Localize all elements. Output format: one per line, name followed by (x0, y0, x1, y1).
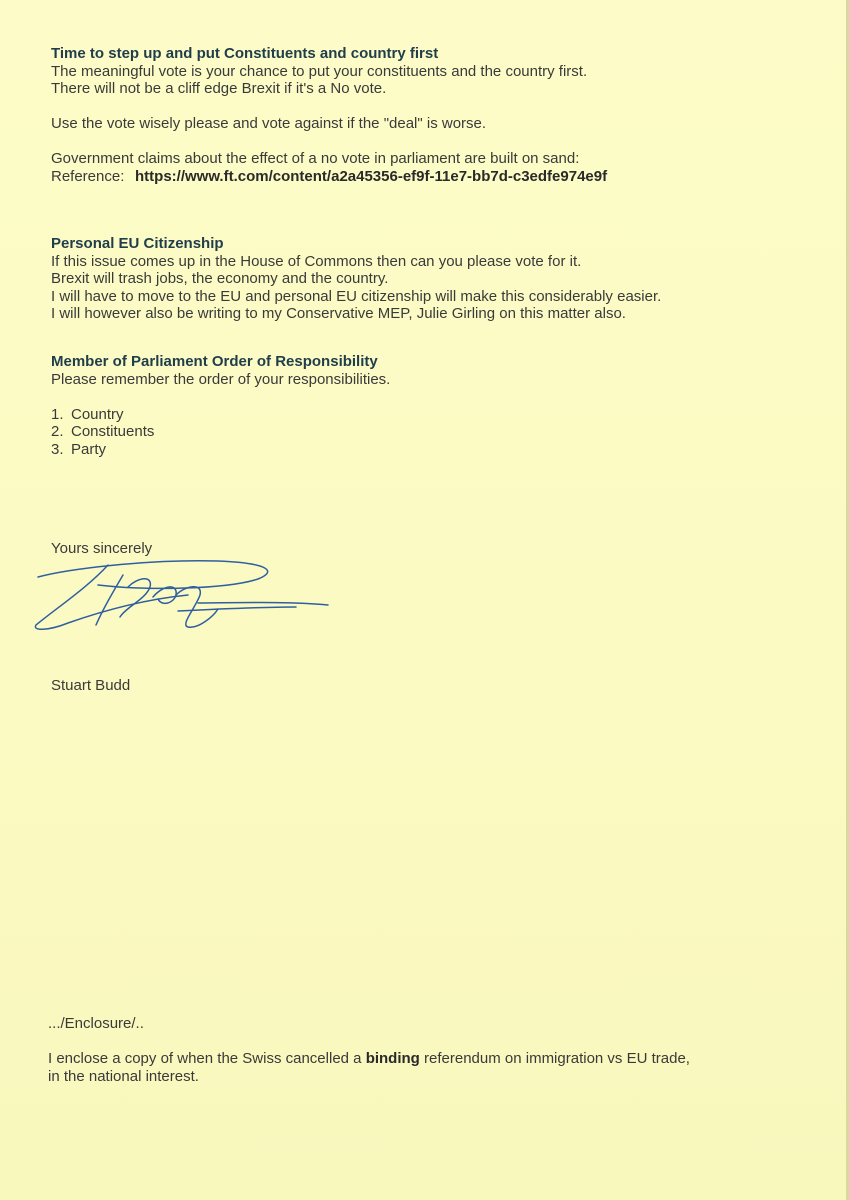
enclosure-line (48, 1050, 690, 1068)
paragraph-line: Brexit will trash jobs, the economy and the country. (51, 270, 389, 287)
section-heading: Personal EU Citizenship (51, 235, 224, 252)
list-number: 1. (51, 405, 64, 423)
enclosure-block (48, 1015, 690, 1085)
list-number: 3. (51, 440, 64, 458)
paragraph-line: Use the vote wisely please and vote against if the "deal" is worse. (51, 115, 487, 132)
section-step-up (51, 45, 607, 185)
enclosure-line: in the national interest. (48, 1067, 199, 1085)
list-label: Party (71, 440, 107, 458)
list-item (51, 423, 390, 441)
enclosure-marker: .../Enclosure/.. (48, 1015, 144, 1032)
list-label: Country (71, 405, 124, 423)
salutation: Yours sincerely (51, 540, 153, 557)
enclosure-text: I enclose a copy of when the Swiss cancelled a (48, 1050, 366, 1067)
list-number: 2. (51, 423, 64, 440)
paragraph-line: Please remember the order of your responsibilities. (51, 370, 391, 388)
paragraph-line: The meaningful vote is your chance to put your constituents and the country first. (51, 62, 588, 80)
section-heading: Time to step up and put Constituents and country first (51, 45, 439, 62)
paragraph-line: I will have to move to the EU and personal EU citizenship will make this considerably easier. (51, 287, 662, 305)
list-item (51, 406, 390, 424)
paragraph-line: I will however also be writing to my Conservative MEP, Julie Girling on this matter also. (51, 305, 626, 322)
section-citizenship (51, 235, 661, 323)
signatory-block (51, 677, 130, 695)
paragraph-line: There will not be a cliff edge Brexit if it's a No vote. (51, 80, 387, 97)
paragraph-line: If this issue comes up in the House of Commons then can you please vote for it. (51, 252, 582, 270)
enclosure-text: referendum on immigration vs EU trade, (419, 1050, 690, 1067)
section-heading: Member of Parliament Order of Responsibility (51, 353, 378, 370)
responsibility-list (51, 406, 390, 459)
list-label: Constituents (71, 423, 155, 440)
paragraph-line: Government claims about the effect of a no vote in parliament are built on sand: (51, 150, 580, 167)
signatory-name: Stuart Budd (51, 677, 131, 694)
handwritten-signature (28, 547, 338, 635)
section-responsibility (51, 353, 390, 458)
list-item (51, 441, 390, 459)
enclosure-bold-word: binding (365, 1050, 420, 1067)
reference-line (51, 168, 607, 186)
reference-label: Reference: (51, 167, 125, 185)
reference-url: https://www.ft.com/content/a2a45356-ef9f-11e7-bb7d-c3edfe974e9f (135, 167, 608, 185)
